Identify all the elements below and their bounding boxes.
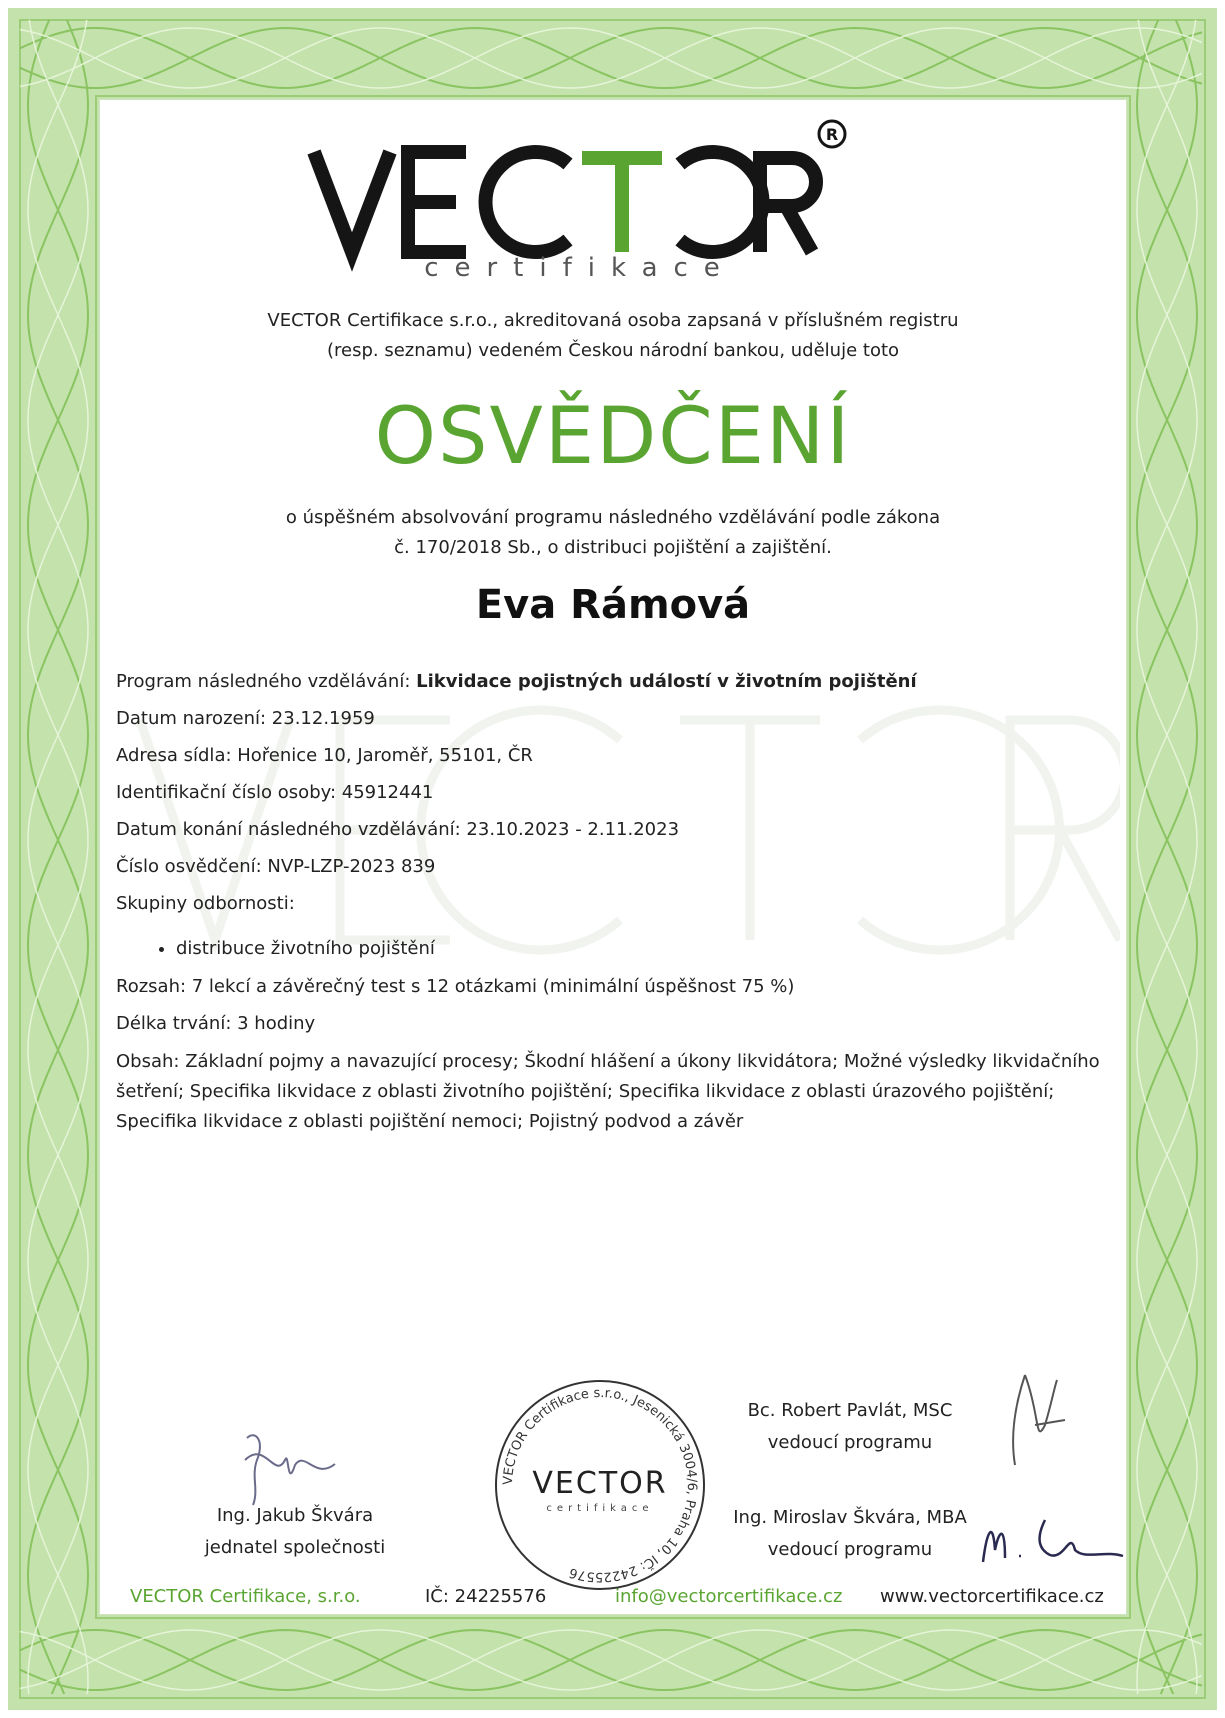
certificate-subtitle bbox=[100, 503, 1126, 563]
course-content: Obsah: Základní pojmy a navazující procesy; Škodní hlášení a úkony likvidátora; Možné výsledky likvidačního šetření; Specifika likvidace z oblasti životního pojištění; Specifika likvidace z oblasti úrazového pojištění; Specifika likvidace z oblasti pojištění nemoci; Pojistný podvod a závěr bbox=[116, 1051, 1100, 1132]
signatory-3-name: Ing. Miroslav Škvára, MBA bbox=[733, 1507, 967, 1528]
stamp-tagline: certifikace bbox=[546, 1503, 654, 1514]
signatory-3 bbox=[700, 1502, 1000, 1566]
logo-tagline: certifikace bbox=[424, 253, 736, 283]
education-dates: Datum konání následného vzdělávání: 23.10.2023 - 2.11.2023 bbox=[116, 819, 680, 840]
certificate-details bbox=[116, 668, 1106, 1137]
certificate-title: OSVĚDČENÍ bbox=[374, 392, 852, 482]
signatory-2 bbox=[700, 1395, 1000, 1459]
signatory-1-role: jednatel společnosti bbox=[204, 1537, 386, 1558]
groups-list bbox=[116, 927, 1106, 973]
intro-text bbox=[100, 306, 1126, 366]
footer-company: VECTOR Certifikace, s.r.o. bbox=[130, 1586, 361, 1607]
duration: Délka trvání: 3 hodiny bbox=[116, 1013, 316, 1034]
subtitle-line-1: o úspěšném absolvování programu následného vzdělávání podle zákona bbox=[285, 507, 941, 528]
footer-ic: IČ: 24225576 bbox=[425, 1586, 547, 1607]
stamp-brand: VECTOR bbox=[532, 1466, 668, 1501]
program-label: Program následného vzdělávání: bbox=[116, 671, 411, 692]
intro-line-1: VECTOR Certifikace s.r.o., akreditovaná osoba zapsaná v příslušném registru bbox=[267, 310, 959, 331]
groups-label: Skupiny odbornosti: bbox=[116, 893, 295, 914]
svg-text:R: R bbox=[825, 125, 839, 144]
birth-date: Datum narození: 23.12.1959 bbox=[116, 708, 375, 729]
intro-line-2: (resp. seznamu) vedeném Českou národní bankou, uděluje toto bbox=[326, 340, 900, 361]
signature-jakub-skvara bbox=[225, 1420, 345, 1510]
subtitle-line-2: č. 170/2018 Sb., o distribuci pojištění a zajištění. bbox=[394, 537, 832, 558]
signatory-1-name: Ing. Jakub Škvára bbox=[216, 1505, 374, 1526]
program-value: Likvidace pojistných událostí v životním pojištění bbox=[416, 671, 917, 692]
program-row bbox=[116, 668, 1106, 705]
recipient-name: Eva Rámová bbox=[475, 582, 751, 628]
company-stamp bbox=[490, 1375, 710, 1595]
group-item: • distribuce životního pojištění bbox=[176, 935, 1106, 963]
signatory-3-role: vedoucí programu bbox=[767, 1539, 933, 1560]
certificate-number: Číslo osvědčení: NVP-LZP-2023 839 bbox=[116, 856, 436, 877]
id-number: Identifikační číslo osoby: 45912441 bbox=[116, 782, 434, 803]
signature-robert-pavlat bbox=[995, 1365, 1075, 1475]
signatory-1 bbox=[145, 1500, 445, 1564]
stamp-ring-text: VECTOR Certifikace s.r.o., Jesenická 3004/6, Praha 10, IČ: 24225576 bbox=[500, 1385, 700, 1585]
scope: Rozsah: 7 lekcí a závěrečný test s 12 otázkami (minimální úspěšnost 75 %) bbox=[116, 976, 795, 997]
footer-email[interactable]: info@vectorcertifikace.cz bbox=[615, 1586, 843, 1607]
signatory-2-role: vedoucí programu bbox=[767, 1432, 933, 1453]
vector-logo bbox=[300, 110, 860, 290]
address: Adresa sídla: Hořenice 10, Jaroměř, 55101, ČR bbox=[116, 745, 533, 766]
signatory-2-name: Bc. Robert Pavlát, MSC bbox=[747, 1400, 953, 1421]
footer-website[interactable]: www.vectorcertifikace.cz bbox=[880, 1586, 1104, 1607]
